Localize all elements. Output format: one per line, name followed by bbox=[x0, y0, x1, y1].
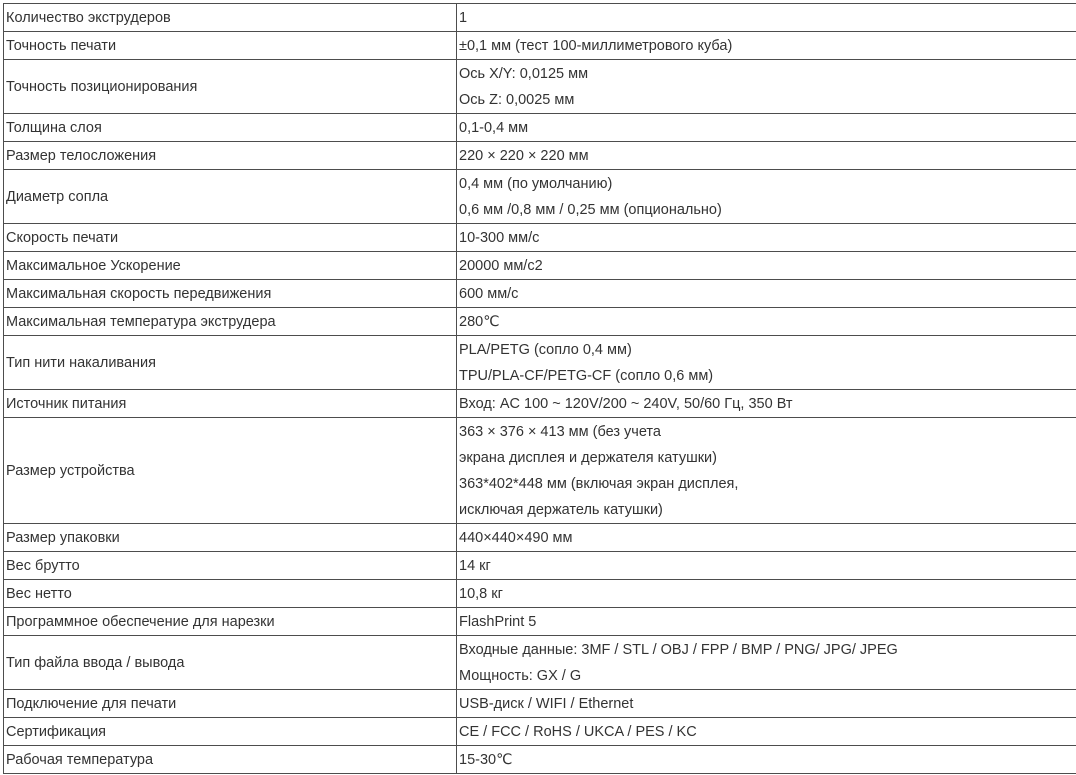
spec-value-line: Входные данные: 3MF / STL / OBJ / FPP / BMP / PNG/ JPG/ JPEG bbox=[459, 641, 898, 658]
spec-row bbox=[4, 690, 1076, 718]
spec-value bbox=[457, 690, 1076, 718]
spec-row bbox=[4, 746, 1076, 774]
spec-value-line: 363*402*448 мм (включая экран дисплея, bbox=[459, 475, 739, 492]
spec-label: Диаметр сопла bbox=[4, 170, 457, 224]
spec-row bbox=[4, 608, 1076, 636]
spec-value-line: 363 × 376 × 413 мм (без учета bbox=[459, 423, 661, 440]
spec-value-line: 20000 мм/с2 bbox=[459, 257, 543, 274]
spec-row bbox=[4, 60, 1076, 114]
spec-label: Максимальное Ускорение bbox=[4, 252, 457, 280]
spec-label: Толщина слоя bbox=[4, 114, 457, 142]
spec-value-line: 1 bbox=[459, 9, 468, 26]
spec-value bbox=[457, 280, 1076, 308]
spec-row bbox=[4, 142, 1076, 170]
spec-value-line: TPU/PLA-CF/PETG-CF (сопло 0,6 мм) bbox=[459, 367, 714, 384]
specifications-table-body bbox=[4, 4, 1076, 774]
spec-label: Рабочая температура bbox=[4, 746, 457, 774]
spec-label: Сертификация bbox=[4, 718, 457, 746]
spec-row bbox=[4, 280, 1076, 308]
spec-label: Точность позиционирования bbox=[4, 60, 457, 114]
spec-label: Скорость печати bbox=[4, 224, 457, 252]
spec-label: Источник питания bbox=[4, 390, 457, 418]
spec-label: Вес нетто bbox=[4, 580, 457, 608]
spec-value-line: 600 мм/с bbox=[459, 285, 519, 302]
spec-value bbox=[457, 32, 1076, 60]
spec-value-line: 280℃ bbox=[459, 313, 500, 330]
spec-label: Тип файла ввода / вывода bbox=[4, 636, 457, 690]
spec-row bbox=[4, 390, 1076, 418]
spec-value bbox=[457, 636, 1076, 690]
spec-label: Тип нити накаливания bbox=[4, 336, 457, 390]
spec-value-line: исключая держатель катушки) bbox=[459, 501, 663, 518]
spec-value-line: 0,1-0,4 мм bbox=[459, 119, 529, 136]
spec-value-line: 14 кг bbox=[459, 557, 491, 574]
spec-value bbox=[457, 252, 1076, 280]
spec-value-line: PLA/PETG (сопло 0,4 мм) bbox=[459, 341, 632, 358]
spec-label: Максимальная температура экструдера bbox=[4, 308, 457, 336]
spec-value-line: USB-диск / WIFI / Ethernet bbox=[459, 695, 634, 712]
spec-value bbox=[457, 718, 1076, 746]
spec-row bbox=[4, 336, 1076, 390]
spec-value bbox=[457, 224, 1076, 252]
spec-value-line: Мощность: GX / G bbox=[459, 667, 582, 684]
spec-label: Вес брутто bbox=[4, 552, 457, 580]
spec-value bbox=[457, 580, 1076, 608]
spec-value-line: экрана дисплея и держателя катушки) bbox=[459, 449, 717, 466]
spec-value bbox=[457, 4, 1076, 32]
spec-value bbox=[457, 390, 1076, 418]
spec-label: Размер упаковки bbox=[4, 524, 457, 552]
spec-row bbox=[4, 252, 1076, 280]
spec-row bbox=[4, 418, 1076, 524]
spec-value-line: Ось Z: 0,0025 мм bbox=[459, 91, 575, 108]
spec-value-line: Вход: AC 100 ~ 120V/200 ~ 240V, 50/60 Гц, 350 Вт bbox=[459, 395, 793, 412]
spec-row bbox=[4, 4, 1076, 32]
spec-value-line: 220 × 220 × 220 мм bbox=[459, 147, 589, 164]
spec-value bbox=[457, 336, 1076, 390]
spec-row bbox=[4, 32, 1076, 60]
spec-row bbox=[4, 308, 1076, 336]
spec-row bbox=[4, 170, 1076, 224]
spec-value-line: CE / FCC / RoHS / UKCA / PES / KC bbox=[459, 723, 697, 740]
spec-value-line: 15-30℃ bbox=[459, 751, 513, 768]
spec-row bbox=[4, 718, 1076, 746]
spec-label: Количество экструдеров bbox=[4, 4, 457, 32]
spec-value bbox=[457, 418, 1076, 524]
spec-value-line: 0,6 мм /0,8 мм / 0,25 мм (опционально) bbox=[459, 201, 722, 218]
spec-value-line: 0,4 мм (по умолчанию) bbox=[459, 175, 613, 192]
spec-label: Размер телосложения bbox=[4, 142, 457, 170]
spec-value-line: Ось X/Y: 0,0125 мм bbox=[459, 65, 589, 82]
spec-value-line: 440×440×490 мм bbox=[459, 529, 573, 546]
spec-value bbox=[457, 114, 1076, 142]
spec-value-line: ±0,1 мм (тест 100-миллиметрового куба) bbox=[459, 37, 733, 54]
spec-label: Размер устройства bbox=[4, 418, 457, 524]
spec-value-line: 10-300 мм/с bbox=[459, 229, 540, 246]
spec-value bbox=[457, 552, 1076, 580]
spec-value-line: 10,8 кг bbox=[459, 585, 503, 602]
spec-row bbox=[4, 224, 1076, 252]
specifications-table bbox=[3, 3, 1076, 774]
spec-row bbox=[4, 552, 1076, 580]
spec-row bbox=[4, 636, 1076, 690]
spec-value bbox=[457, 746, 1076, 774]
spec-label: Точность печати bbox=[4, 32, 457, 60]
spec-row bbox=[4, 114, 1076, 142]
spec-value bbox=[457, 170, 1076, 224]
spec-value-line: FlashPrint 5 bbox=[459, 613, 537, 630]
spec-row bbox=[4, 580, 1076, 608]
spec-value bbox=[457, 60, 1076, 114]
spec-value bbox=[457, 308, 1076, 336]
spec-row bbox=[4, 524, 1076, 552]
spec-value bbox=[457, 524, 1076, 552]
spec-value bbox=[457, 608, 1076, 636]
spec-value bbox=[457, 142, 1076, 170]
spec-label: Подключение для печати bbox=[4, 690, 457, 718]
spec-label: Максимальная скорость передвижения bbox=[4, 280, 457, 308]
spec-label: Программное обеспечение для нарезки bbox=[4, 608, 457, 636]
